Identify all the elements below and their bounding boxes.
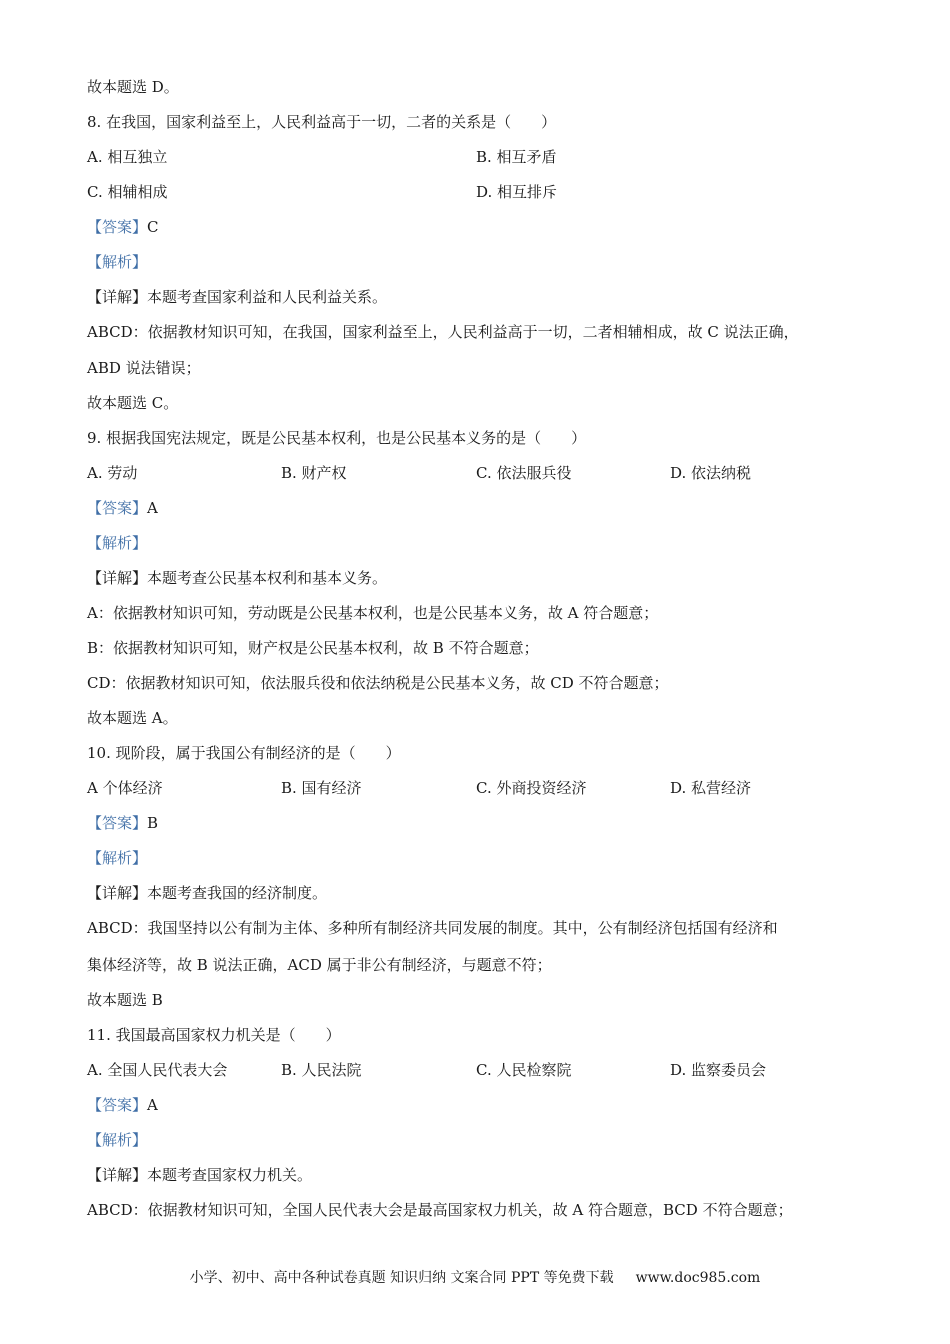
q9-conclusion: 故本题选 A。: [87, 709, 178, 727]
question-8: 8. 在我国，国家利益至上，人民利益高于一切，二者的关系是（ ）: [87, 113, 557, 131]
q10-answer: [87, 813, 910, 833]
q8-explanation-cont: ABD 说法错误；: [87, 359, 201, 377]
q10-option-d: D. 私营经济: [670, 779, 752, 797]
q11-explanation: ABCD：依据教材知识可知，全国人民代表大会是最高国家权力机关，故 A 符合题意，BCD 不符合题意；: [87, 1201, 793, 1219]
page-footer: [0, 1268, 950, 1288]
q10-option-a: A 个体经济: [87, 779, 163, 797]
analysis-label: 【解析】: [87, 849, 148, 867]
q9-explanation-cd: CD：依据教材知识可知，依法服兵役和依法纳税是公民基本义务，故 CD 不符合题意；: [87, 674, 669, 692]
q8-conclusion: 故本题选 C。: [87, 394, 179, 412]
q11-detail: 【详解】本题考查国家权力机关。: [87, 1166, 313, 1184]
q9-option-a: A. 劳动: [87, 464, 138, 482]
answer-value: A: [147, 1096, 158, 1114]
q11-option-d: D. 监察委员会: [670, 1061, 767, 1079]
q10-analysis-label: [87, 848, 910, 868]
q10-option-c: C. 外商投资经济: [476, 779, 587, 797]
question-9: 9. 根据我国宪法规定，既是公民基本权利，也是公民基本义务的是（ ）: [87, 429, 587, 447]
q11-option-c: C. 人民检察院: [476, 1061, 572, 1079]
answer-value: B: [147, 814, 159, 832]
q11-option-b: B. 人民法院: [281, 1061, 362, 1079]
answer-value: A: [147, 499, 158, 517]
q9-explanation-b: B：依据教材知识可知，财产权是公民基本权利，故 B 不符合题意；: [87, 639, 539, 657]
q10-explanation-cont: 集体经济等，故 B 说法正确，ACD 属于非公有制经济，与题意不符；: [87, 956, 552, 974]
q10-option-b: B. 国有经济: [281, 779, 362, 797]
q8-detail: 【详解】本题考查国家利益和人民利益关系。: [87, 288, 388, 306]
q8-analysis-label: [87, 252, 910, 272]
q8-explanation: ABCD：依据教材知识可知，在我国，国家利益至上，人民利益高于一切，二者相辅相成，故 C 说法正确，: [87, 323, 799, 341]
q9-answer: [87, 498, 910, 518]
answer-label: 【答案】: [87, 499, 148, 517]
analysis-label: 【解析】: [87, 253, 148, 271]
answer-label: 【答案】: [87, 218, 148, 236]
question-11: 11. 我国最高国家权力机关是（ ）: [87, 1026, 341, 1044]
q9-explanation-a: A：依据教材知识可知，劳动既是公民基本权利，也是公民基本义务，故 A 符合题意；: [87, 604, 659, 622]
q8-option-d: D. 相互排斥: [476, 183, 558, 201]
analysis-label: 【解析】: [87, 534, 148, 552]
q10-conclusion: 故本题选 B: [87, 991, 163, 1009]
q8-answer: [87, 217, 910, 237]
q9-analysis-label: [87, 533, 910, 553]
q8-option-c: C. 相辅相成: [87, 183, 168, 201]
q9-option-b: B. 财产权: [281, 464, 347, 482]
q9-detail: 【详解】本题考查公民基本权利和基本义务。: [87, 569, 388, 587]
question-10: 10. 现阶段，属于我国公有制经济的是（ ）: [87, 744, 401, 762]
q8-option-a: A. 相互独立: [87, 148, 168, 166]
q11-analysis-label: [87, 1130, 910, 1150]
q10-explanation: ABCD：我国坚持以公有制为主体、多种所有制经济共同发展的制度。其中，公有制经济包括国有经济和: [87, 919, 778, 937]
answer-label: 【答案】: [87, 1096, 148, 1114]
footer-text: 小学、初中、高中各种试卷真题 知识归纳 文案合同 PPT 等免费下载: [189, 1270, 614, 1286]
footer-site-link[interactable]: www.doc985.com: [635, 1270, 761, 1286]
analysis-label: 【解析】: [87, 1131, 148, 1149]
q11-option-a: A. 全国人民代表大会: [87, 1061, 228, 1079]
q9-option-d: D. 依法纳税: [670, 464, 752, 482]
conclusion-q7: 故本题选 D。: [87, 78, 179, 96]
q10-detail: 【详解】本题考查我国的经济制度。: [87, 884, 328, 902]
q11-answer: [87, 1095, 910, 1115]
answer-value: C: [147, 218, 159, 236]
answer-label: 【答案】: [87, 814, 148, 832]
q8-option-b: B. 相互矛盾: [476, 148, 557, 166]
q9-option-c: C. 依法服兵役: [476, 464, 572, 482]
